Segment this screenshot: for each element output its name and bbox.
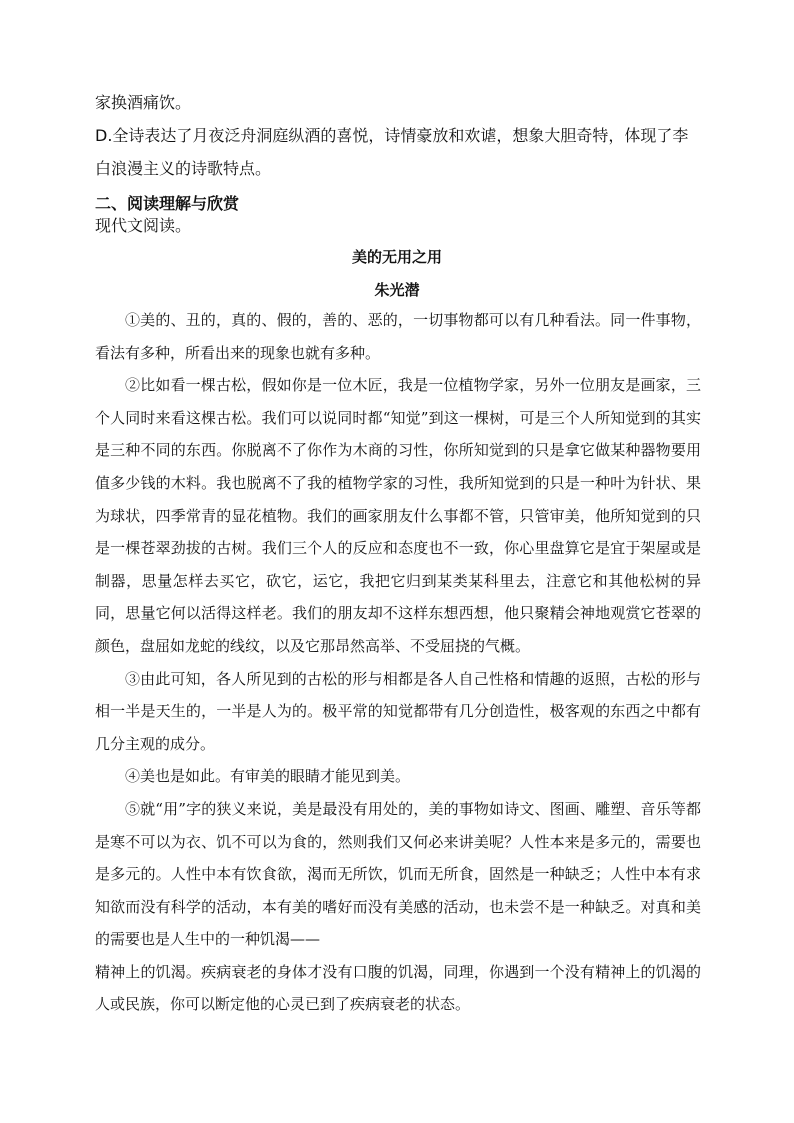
section-subtitle: 现代文阅读。 bbox=[95, 216, 192, 235]
section-title: 二、阅读理解与欣赏 bbox=[95, 194, 240, 213]
paragraph-5: ⑤就“用”字的狭义来说，美是最没有用处的，美的事物如诗文、图画、雕塑、音乐等都是寒不可以为衣、饥不可以为食的，然则我们又何必来讲美呢？人性本来是多元的，需要也是多元的。人性中本有饮食欲，渴而无所饮，饥而无所食，固然是一种缺乏；人性中本有求知欲而没有科学的活动，本有美的嗜好而没有美感的活动，也未尝不是一种缺乏。对真和美的需要也是人生中的一种饥渴—— bbox=[95, 799, 701, 949]
section-header bbox=[95, 193, 701, 237]
question-options-tail bbox=[95, 86, 701, 185]
option-d: D.全诗表达了月夜泛舟洞庭纵酒的喜悦，诗情豪放和欢谑，想象大胆奇特，体现了李白浪漫主义的诗歌特点。 bbox=[95, 126, 689, 178]
paragraph-3: ③由此可知，各人所见到的古松的形与相都是各人自己性格和情趣的返照，古松的形与相一半是天生的，一半是人为的。极平常的知觉都带有几分创造性，极客观的东西之中都有几分主观的成分。 bbox=[95, 669, 701, 753]
option-c-continuation: 家换酒痛饮。 bbox=[95, 93, 192, 112]
article-body bbox=[95, 304, 701, 1021]
paragraph-2: ②比如看一棵古松，假如你是一位木匠，我是一位植物学家，另外一位朋友是画家，三个人同时来看这棵古松。我们可以说同时都“知觉”到这一棵树，可是三个人所知觉到的其实是三种不同的东西。你脱离不了你作为木商的习性，你所知觉到的只是拿它做某种器物要用值多少钱的木料。我也脱离不了我的植物学家的习性，我所知觉到的只是一种叶为针状、果为球状，四季常青的显花植物。我们的画家朋友什么事都不管，只管审美，他所知觉到的只是一棵苍翠劲拔的古树。我们三个人的反应和态度也不一致，你心里盘算它是宜于架屋或是制器，思量怎样去买它，砍它，运它，我把它归到某类某科里去，注意它和其他松树的异同，思量它何以活得这样老。我们的朋友却不这样东想西想，他只聚精会神地观赏它苍翠的颜色，盘屈如龙蛇的线纹，以及它那昂然高举、不受屈挠的气概。 bbox=[95, 376, 701, 655]
paragraph-1: ①美的、丑的，真的、假的，善的、恶的，一切事物都可以有几种看法。同一件事物，看法有多种，所看出来的现象也就有多种。 bbox=[95, 311, 701, 362]
article-author: 朱光潜 bbox=[374, 281, 420, 299]
paragraph-5-continuation: 精神上的饥渴。疾病衰老的身体才没有口腹的饥渴，同理，你遇到一个没有精神上的饥渴的人或民族，你可以断定他的心灵已到了疾病衰老的状态。 bbox=[95, 962, 701, 1014]
article-title: 美的无用之用 bbox=[351, 248, 442, 266]
paragraph-4: ④美也是如此。有审美的眼睛才能见到美。 bbox=[125, 767, 411, 786]
